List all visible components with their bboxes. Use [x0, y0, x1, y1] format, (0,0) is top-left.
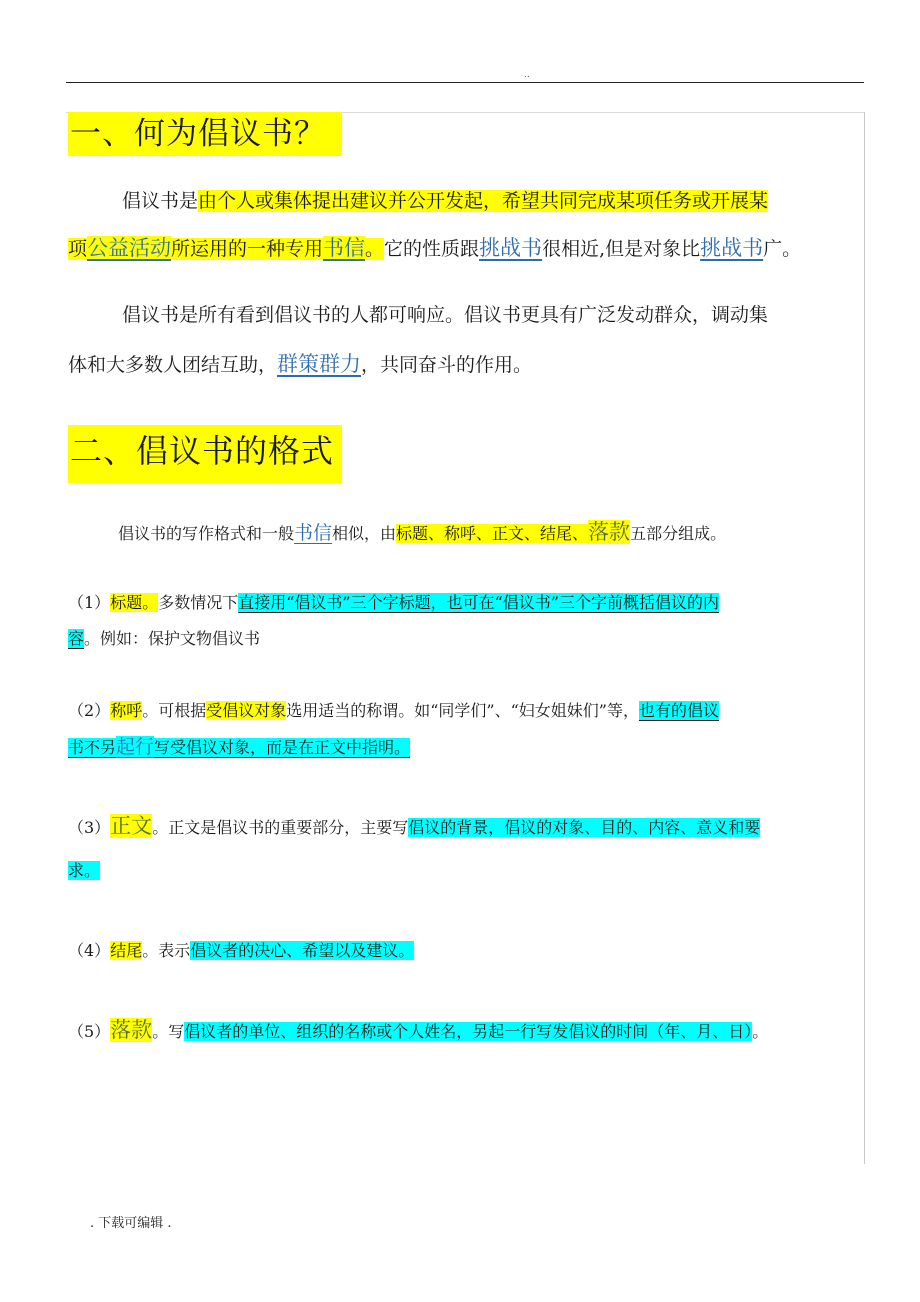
section-2-heading: 二、倡议书的格式: [68, 425, 342, 483]
text: 多数情况下: [158, 593, 239, 612]
highlight-yellow: 结尾: [110, 941, 143, 960]
text: 。写: [152, 1022, 185, 1041]
text: 很相近,但是对象比: [542, 238, 701, 260]
highlight-yellow: 所运用的一种专用: [171, 238, 324, 260]
link-term[interactable]: 挑战书: [700, 236, 764, 260]
highlight-yellow: 受倡议对象: [206, 701, 287, 720]
highlight-yellow: 落款: [110, 1018, 153, 1042]
highlight-cyan: 倡议者的决心、希望以及建议。: [190, 941, 415, 960]
highlight-cyan: 求。: [68, 861, 101, 880]
link-term[interactable]: 公益活动: [87, 236, 172, 260]
text: 。: [752, 1022, 769, 1041]
section-2-intro: [118, 516, 912, 546]
text: 。可根据: [142, 701, 207, 720]
highlight-yellow: 项: [68, 238, 88, 260]
highlight-cyan: 倡议者的单位、组织的名称或个人姓名，另起一行写发倡议的时间（年、月、日）: [184, 1022, 753, 1041]
footer-note: . 下载可编辑 .: [90, 1216, 172, 1231]
highlight-yellow: 正文: [110, 814, 153, 838]
highlight-cyan: 写受倡议对象，而是在正文中指明。: [154, 738, 411, 757]
highlight-cyan: 倡议的背景，倡议的对象、目的、内容、意义和要: [408, 818, 761, 837]
highlight-yellow: 标题、称呼、正文、结尾、: [396, 524, 589, 543]
text: 五部分组成。: [630, 524, 727, 543]
text: 倡议书是: [122, 190, 199, 212]
format-item-4: [68, 938, 862, 961]
link-term[interactable]: 群策群力: [277, 352, 362, 376]
highlight-yellow: 由个人或集体提出建议并公开发起，希望共同完成某项任务或开展某: [198, 190, 769, 212]
section-1-heading: 一、何为倡议书？: [68, 112, 342, 156]
right-margin-line: [864, 112, 865, 1164]
item-number: （2）: [68, 701, 111, 720]
item-number: （5）: [68, 1022, 111, 1041]
text: 相似，由: [332, 524, 397, 543]
link-term[interactable]: 书信: [323, 236, 366, 260]
highlight-yellow: 。: [365, 238, 385, 260]
link-term[interactable]: 书信: [294, 522, 333, 544]
highlight-yellow: 称呼: [110, 701, 143, 720]
text: 广。: [763, 238, 802, 260]
link-term[interactable]: 挑战书: [479, 236, 543, 260]
header-mark: ..: [524, 70, 530, 80]
text: 。例如：保护文物倡议书: [84, 629, 261, 648]
highlight-cyan: 容: [68, 629, 85, 648]
text: 选用适当的称谓。如“同学们”、“妇女姐妹们”等，: [286, 701, 639, 720]
item-number: （3）: [68, 818, 111, 837]
highlight-cyan: 书不另: [68, 738, 117, 757]
item-number: （4）: [68, 941, 111, 960]
text: ，共同奋斗的作用。: [361, 354, 533, 376]
text: 。表示: [142, 941, 191, 960]
highlight-yellow: 标题。: [110, 593, 159, 612]
text: 。正文是倡议书的重要部分，主要写: [152, 818, 409, 837]
text: 倡议书是所有看到倡议书的人都可响应。倡议书更具有广泛发动群众，调动集: [122, 304, 769, 326]
text: 体和大多数人团结互助，: [68, 354, 278, 376]
highlight-cyan: 直接用“倡议书”三个字标题，也可在“倡议书”三个字前概括倡议的内: [238, 593, 719, 612]
item-number: （1）: [68, 593, 111, 612]
highlight-cyan: 也有的倡议: [638, 701, 719, 720]
format-item-5: [68, 1014, 862, 1044]
highlight-yellow: 落款: [588, 520, 631, 544]
header-rule: [66, 82, 864, 83]
link-term[interactable]: 起行: [116, 736, 155, 758]
text: 倡议书的写作格式和一般: [118, 524, 295, 543]
text: 它的性质跟: [384, 238, 480, 260]
